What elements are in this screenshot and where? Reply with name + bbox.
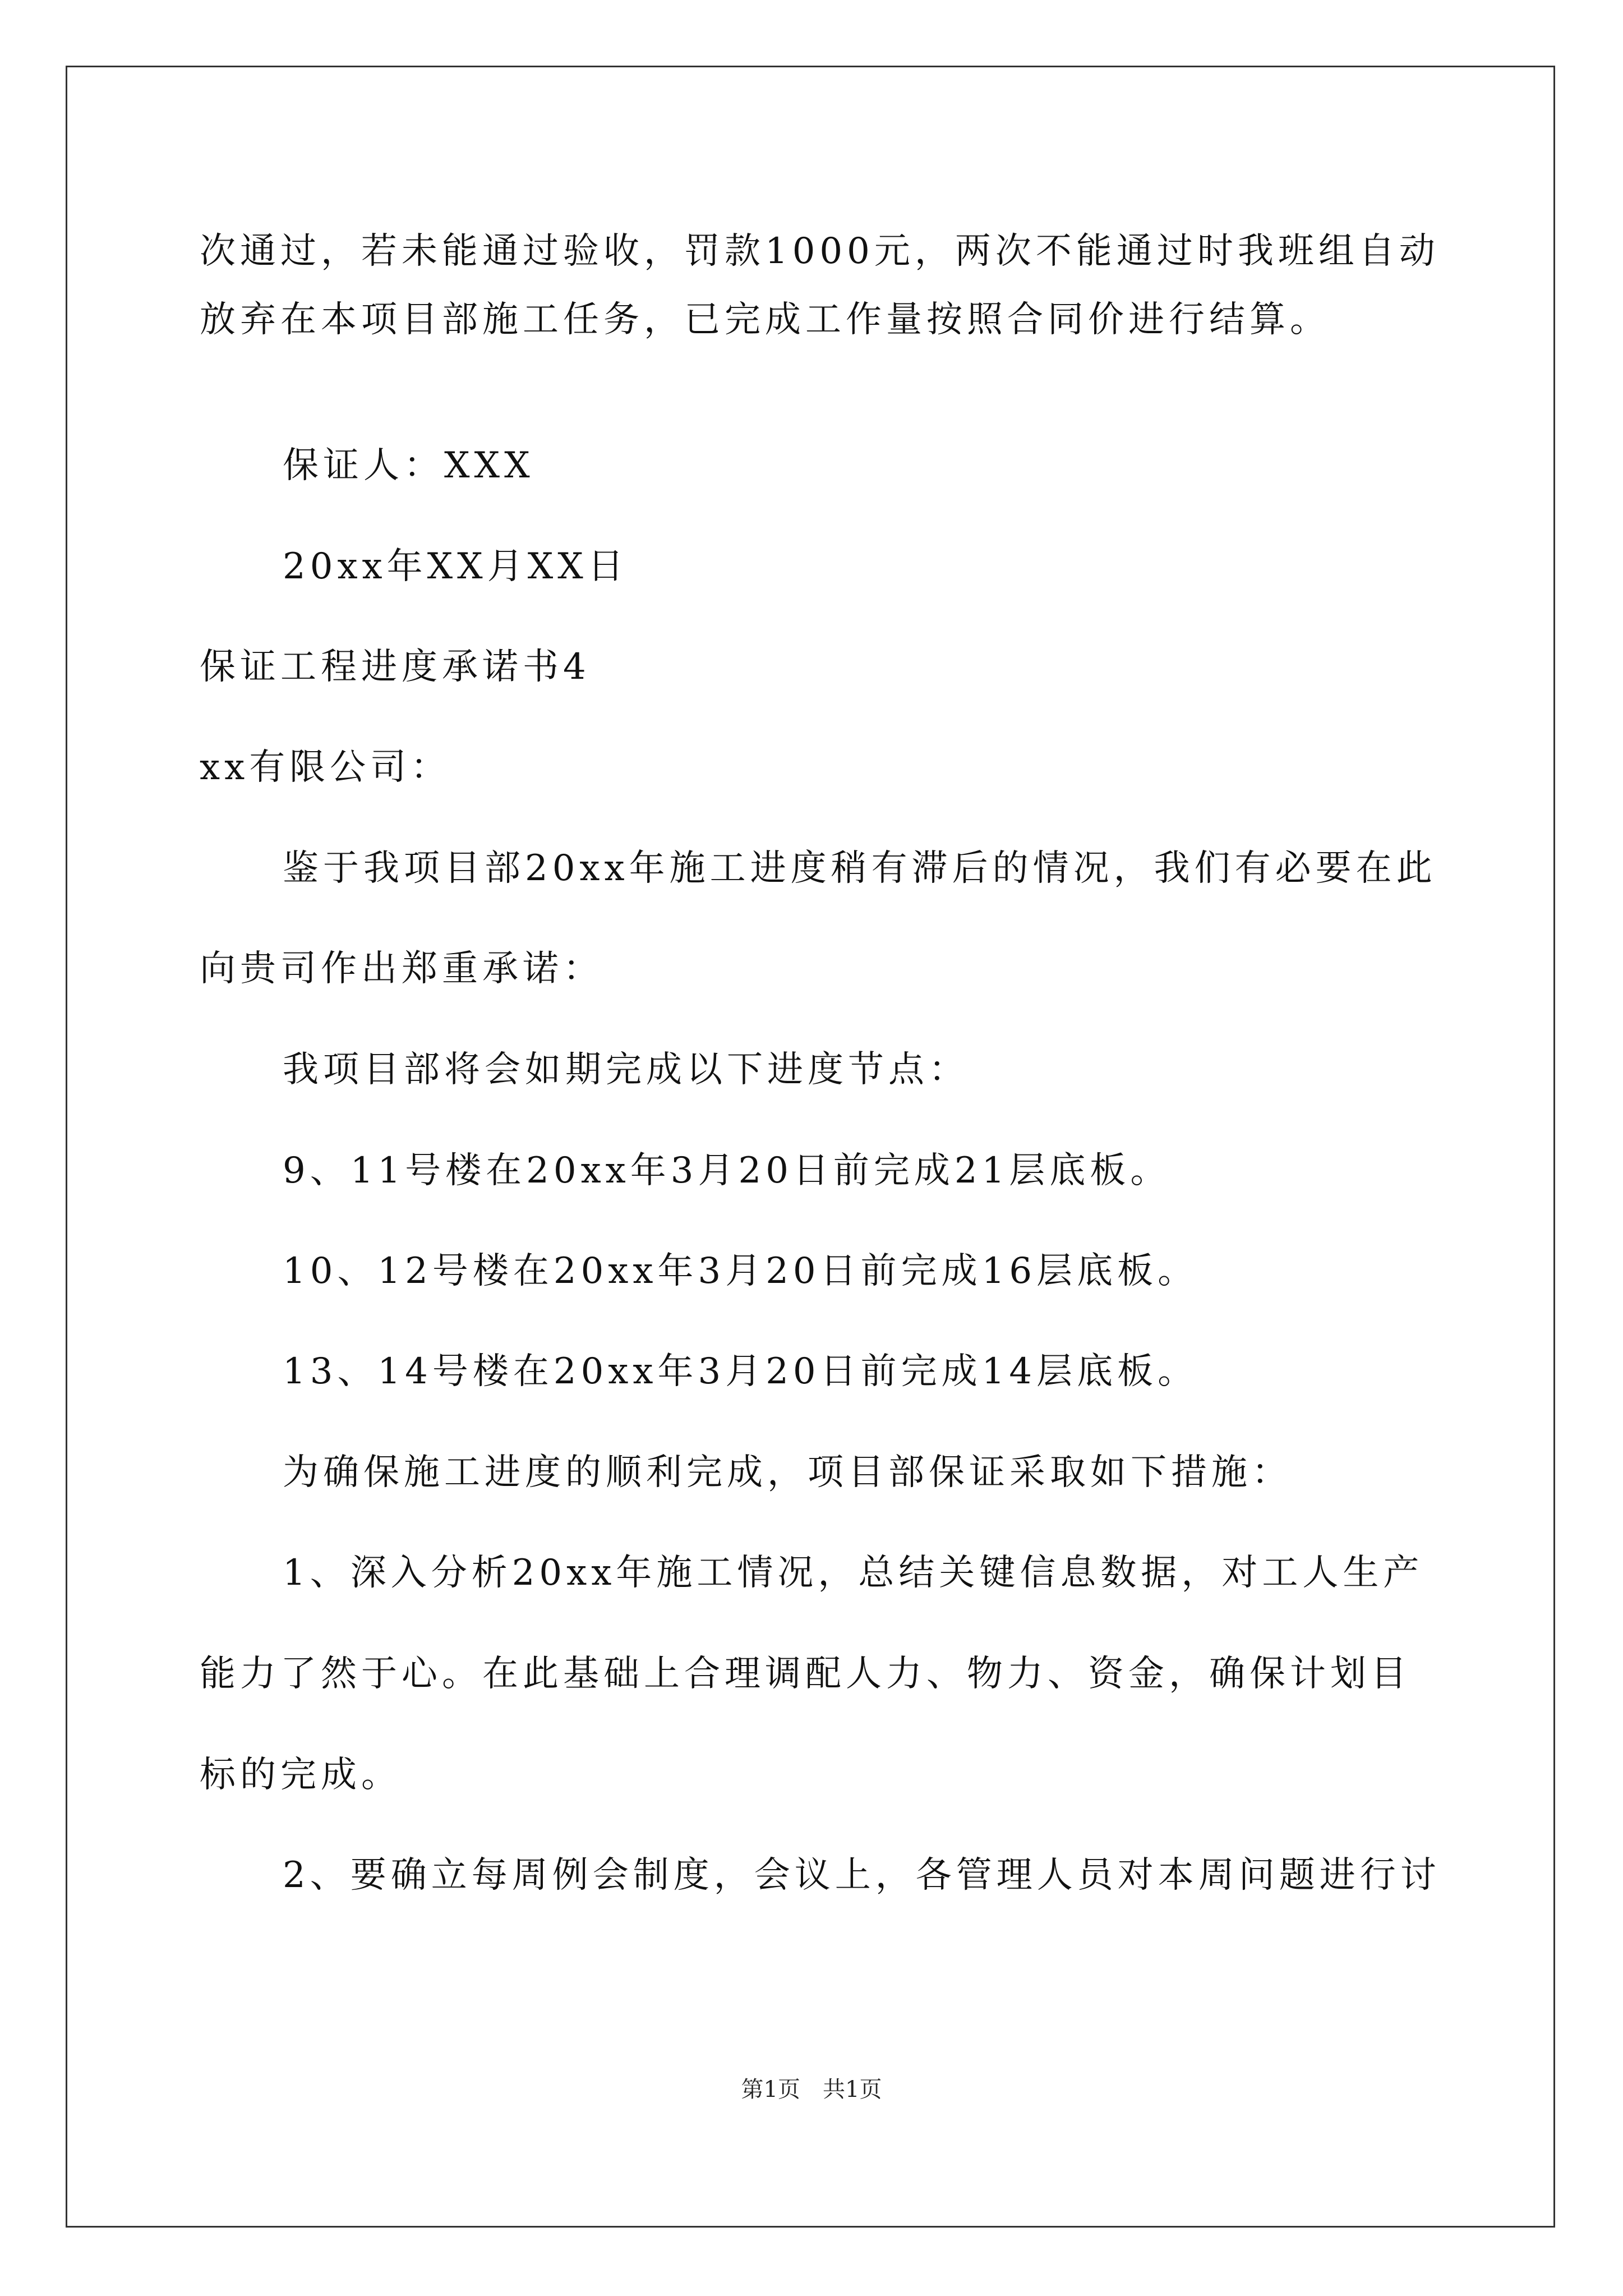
paragraph-line: 为确保施工进度的顺利完成，项目部保证采取如下措施： bbox=[283, 1452, 1292, 1493]
list-item: 13、14号楼在20xx年3月20日前完成14层底板。 bbox=[283, 1351, 1198, 1392]
list-item: 9、11号楼在20xx年3月20日前完成21层底板。 bbox=[283, 1150, 1171, 1191]
date-line: 20xx年XX月XX日 bbox=[283, 546, 628, 587]
list-item: 10、12号楼在20xx年3月20日前完成16层底板。 bbox=[283, 1250, 1198, 1292]
page-number: 第1页 共1页 bbox=[741, 2077, 882, 2102]
paragraph-line: 鉴于我项目部20xx年施工进度稍有滞后的情况，我们有必要在此 bbox=[283, 848, 1437, 889]
section-title: 保证工程进度承诺书4 bbox=[200, 646, 591, 688]
paragraph-line: 向贵司作出郑重承诺： bbox=[200, 948, 603, 990]
paragraph-line: 我项目部将会如期完成以下进度节点： bbox=[283, 1049, 969, 1091]
page-border bbox=[66, 66, 1555, 2228]
addressee-line: xx有限公司： bbox=[200, 747, 451, 788]
paragraph-line: 标的完成。 bbox=[200, 1754, 402, 1796]
paragraph-line: 次通过，若未能通过验收，罚款1000元，两次不能通过时我班组自动 bbox=[200, 231, 1440, 272]
guarantor-line: 保证人：XXX bbox=[283, 445, 534, 486]
paragraph-line: 2、要确立每周例会制度，会议上，各管理人员对本周问题进行讨 bbox=[283, 1855, 1441, 1896]
paragraph-line: 1、深入分析20xx年施工情况，总结关键信息数据，对工人生产 bbox=[283, 1552, 1424, 1594]
paragraph-line: 能力了然于心。在此基础上合理调配人力、物力、资金，确保计划目 bbox=[200, 1653, 1411, 1695]
paragraph-line: 放弃在本项目部施工任务，已完成工作量按照合同价进行结算。 bbox=[200, 299, 1330, 341]
